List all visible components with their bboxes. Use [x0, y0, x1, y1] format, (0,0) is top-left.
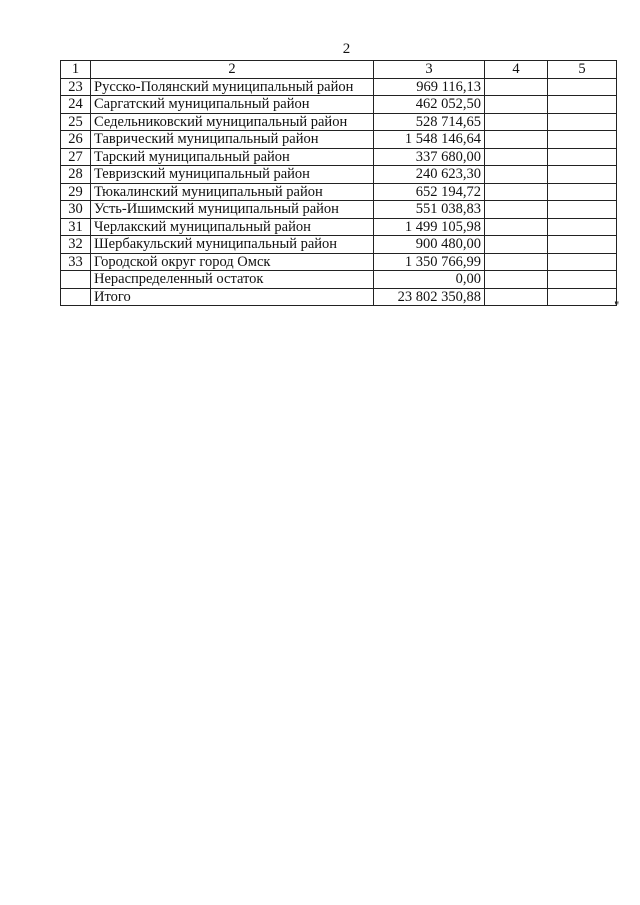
column-5-cell — [548, 236, 617, 254]
row-number-cell: 32 — [61, 236, 91, 254]
header-col-3: 3 — [374, 61, 485, 79]
district-name-cell: Русско-Полянский муниципальный район — [91, 78, 374, 96]
amount-cell: 1 350 766,99 — [374, 253, 485, 271]
table-body — [61, 61, 617, 306]
row-number-cell: 30 — [61, 201, 91, 219]
district-name-cell: Черлакский муниципальный район — [91, 218, 374, 236]
district-name-cell: Усть-Ишимский муниципальный район — [91, 201, 374, 219]
table-row — [61, 183, 617, 201]
table-row — [61, 253, 617, 271]
row-number-cell: 33 — [61, 253, 91, 271]
header-col-1: 1 — [61, 61, 91, 79]
table-row — [61, 218, 617, 236]
table-row — [61, 288, 617, 306]
table-row — [61, 78, 617, 96]
table-row — [61, 201, 617, 219]
district-name-cell: Городской округ город Омск — [91, 253, 374, 271]
row-number-cell — [61, 288, 91, 306]
amount-cell: 652 194,72 — [374, 183, 485, 201]
row-number-cell: 31 — [61, 218, 91, 236]
table-row — [61, 131, 617, 149]
header-col-2: 2 — [91, 61, 374, 79]
table-header-row — [61, 61, 617, 79]
table-row — [61, 148, 617, 166]
column-4-cell — [485, 236, 548, 254]
column-5-cell — [548, 96, 617, 114]
table-row — [61, 166, 617, 184]
amount-cell: 0,00 — [374, 271, 485, 289]
column-5-cell — [548, 113, 617, 131]
column-5-cell — [548, 271, 617, 289]
column-4-cell — [485, 148, 548, 166]
row-number-cell: 26 — [61, 131, 91, 149]
header-col-4: 4 — [485, 61, 548, 79]
row-number-cell: 27 — [61, 148, 91, 166]
column-4-cell — [485, 253, 548, 271]
amount-cell: 528 714,65 — [374, 113, 485, 131]
column-4-cell — [485, 288, 548, 306]
district-name-cell: Таврический муниципальный район — [91, 131, 374, 149]
closing-quote: " — [614, 298, 620, 313]
column-5-cell — [548, 78, 617, 96]
column-4-cell — [485, 183, 548, 201]
amount-cell: 1 548 146,64 — [374, 131, 485, 149]
amount-cell: 551 038,83 — [374, 201, 485, 219]
district-name-cell: Итого — [91, 288, 374, 306]
district-name-cell: Тюкалинский муниципальный район — [91, 183, 374, 201]
column-5-cell — [548, 201, 617, 219]
row-number-cell: 29 — [61, 183, 91, 201]
amount-cell: 240 623,30 — [374, 166, 485, 184]
amount-cell: 462 052,50 — [374, 96, 485, 114]
column-5-cell — [548, 288, 617, 306]
table-row — [61, 113, 617, 131]
column-5-cell — [548, 183, 617, 201]
row-number-cell — [61, 271, 91, 289]
allocation-table — [60, 60, 617, 306]
column-4-cell — [485, 271, 548, 289]
district-name-cell: Седельниковский муниципальный район — [91, 113, 374, 131]
table-row — [61, 236, 617, 254]
amount-cell: 900 480,00 — [374, 236, 485, 254]
column-5-cell — [548, 218, 617, 236]
district-name-cell: Тевризский муниципальный район — [91, 166, 374, 184]
column-4-cell — [485, 78, 548, 96]
row-number-cell: 25 — [61, 113, 91, 131]
header-col-5: 5 — [548, 61, 617, 79]
column-5-cell — [548, 148, 617, 166]
amount-cell: 337 680,00 — [374, 148, 485, 166]
table-row — [61, 271, 617, 289]
amount-cell: 23 802 350,88 — [374, 288, 485, 306]
table-row — [61, 96, 617, 114]
row-number-cell: 24 — [61, 96, 91, 114]
row-number-cell: 28 — [61, 166, 91, 184]
amount-cell: 969 116,13 — [374, 78, 485, 96]
district-name-cell: Тарский муниципальный район — [91, 148, 374, 166]
column-4-cell — [485, 131, 548, 149]
district-name-cell: Шербакульский муниципальный район — [91, 236, 374, 254]
column-4-cell — [485, 96, 548, 114]
column-4-cell — [485, 201, 548, 219]
column-4-cell — [485, 166, 548, 184]
column-5-cell — [548, 253, 617, 271]
district-name-cell: Нераспределенный остаток — [91, 271, 374, 289]
district-name-cell: Саргатский муниципальный район — [91, 96, 374, 114]
column-4-cell — [485, 218, 548, 236]
page-number: 2 — [342, 41, 351, 57]
column-5-cell — [548, 131, 617, 149]
column-4-cell — [485, 113, 548, 131]
row-number-cell: 23 — [61, 78, 91, 96]
amount-cell: 1 499 105,98 — [374, 218, 485, 236]
column-5-cell — [548, 166, 617, 184]
